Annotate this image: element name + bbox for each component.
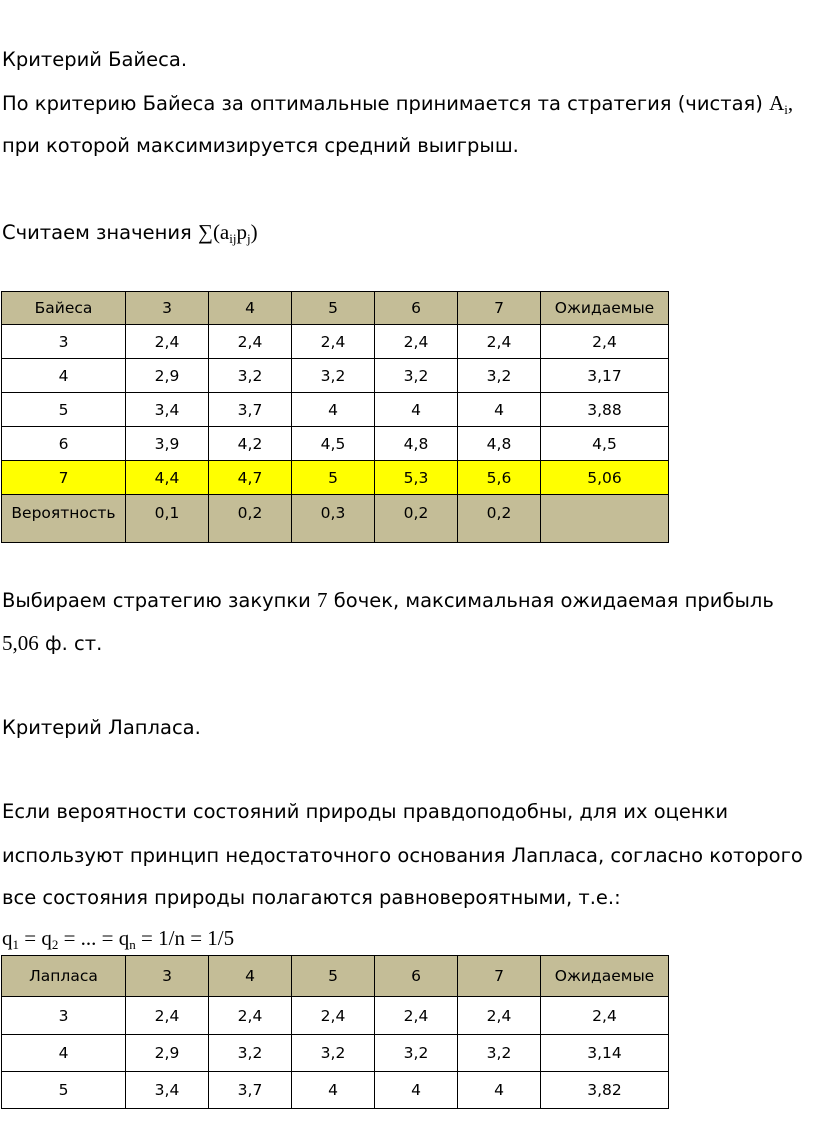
table-cell: 3,2 [292,359,375,393]
table-cell: 4 [458,393,541,427]
table-cell: 3,82 [541,1072,669,1109]
table-cell: 3 [2,325,126,359]
table-cell: 3,4 [126,1072,209,1109]
table-cell: 4,2 [209,427,292,461]
table-cell: 2,4 [126,325,209,359]
table-row [2,1072,669,1109]
table-cell: 0,1 [126,495,209,543]
table-row [2,325,669,359]
header-cell: Лапласа [2,956,126,997]
laplace-heading: Критерий Лапласа. [2,716,201,739]
table-cell: 3,88 [541,393,669,427]
laplace-description-line3: все состояния природы полагаются равновероятными, т.е.: [2,886,621,909]
header-cell: 7 [458,292,541,325]
table-cell: 4,7 [209,461,292,495]
laplace-formula: $q_1 = q_2$ = ... = $q_n = 1/n = 1/5$ [2,926,235,952]
header-cell: 4 [209,956,292,997]
table-row [2,359,669,393]
table-cell: 4 [375,393,458,427]
table-cell: 4 [292,1072,375,1109]
table-header-row [2,292,669,325]
table-cell: 3,2 [458,359,541,393]
table-cell: 3,2 [458,1035,541,1072]
table-cell: 5 [2,393,126,427]
table-cell: 4,5 [541,427,669,461]
table-cell: 2,4 [458,325,541,359]
table-cell: 0,2 [209,495,292,543]
table-cell: 0,3 [292,495,375,543]
table-row-highlighted [2,461,669,495]
bayes-heading: Критерий Байеса. [2,48,188,71]
table-cell: 3,2 [209,359,292,393]
table-cell: 3,2 [375,359,458,393]
header-cell: 7 [458,956,541,997]
table-cell: 2,9 [126,1035,209,1072]
table-cell: 2,4 [458,997,541,1035]
table-header-row [2,956,669,997]
choice-unit: ф. ст. [44,632,103,655]
header-cell: Байеса [2,292,126,325]
table-cell: 2,4 [292,325,375,359]
choice-text-a: Выбираем стратегию закупки [2,589,311,612]
table-cell: 3,2 [209,1035,292,1072]
table-cell: 4 [2,359,126,393]
laplace-description-line1: Если вероятности состояний природы правдоподобны, для их оценки [2,800,729,823]
table-cell: 4 [292,393,375,427]
header-cell: 3 [126,292,209,325]
table-row [2,1035,669,1072]
table-row [2,997,669,1035]
table-cell: 4,5 [292,427,375,461]
sum-formula: $\sum(a_{ij}p_j)$ [197,220,258,246]
bayes-description-line1 [2,91,794,117]
header-cell: Ожидаемые [541,956,669,997]
header-cell: 4 [209,292,292,325]
table-cell: 2,4 [209,325,292,359]
table-cell: 5,06 [541,461,669,495]
table-cell [541,495,669,543]
table-cell: 4,4 [126,461,209,495]
table-cell: 4,8 [375,427,458,461]
bayes-calc-text: Считаем значения [2,221,192,244]
table-cell: 3,17 [541,359,669,393]
table-cell: 5,6 [458,461,541,495]
strategy-symbol: $A_i$, [769,91,794,117]
bayes-choice-line1 [2,590,774,611]
bayes-description-line2: при которой максимизируется средний выигрыш. [2,134,519,157]
header-cell: 6 [375,292,458,325]
choice-number: 7 [317,588,328,612]
table-cell: 3 [2,997,126,1035]
table-cell: 3,7 [209,1072,292,1109]
table-cell: 2,4 [292,997,375,1035]
table-cell: Вероятность [2,495,126,543]
bayes-choice-line2 [2,633,102,654]
bayes-calc-line [2,220,258,246]
table-cell: 2,4 [375,997,458,1035]
table-row [2,393,669,427]
table-cell: 7 [2,461,126,495]
table-cell: 4 [375,1072,458,1109]
table-cell: 4 [458,1072,541,1109]
table-cell: 2,4 [126,997,209,1035]
table-cell: 2,4 [209,997,292,1035]
table-cell: 2,4 [541,325,669,359]
table-cell: 3,9 [126,427,209,461]
table-cell: 3,14 [541,1035,669,1072]
table-row [2,427,669,461]
bayes-description-text: По критерию Байеса за оптимальные принимается та стратегия (чистая) [2,92,763,115]
header-cell: 3 [126,956,209,997]
table-cell: 3,7 [209,393,292,427]
laplace-table [1,955,669,1109]
table-cell: 2,4 [541,997,669,1035]
table-cell: 0,2 [375,495,458,543]
table-cell: 3,2 [375,1035,458,1072]
table-cell: 5 [292,461,375,495]
table-cell: 2,4 [375,325,458,359]
laplace-description-line2: используют принцип недостаточного основания Лапласа, согласно которого [2,844,803,867]
header-cell: 5 [292,956,375,997]
choice-text-b: бочек, максимальная ожидаемая прибыль [333,589,774,612]
table-cell: 5,3 [375,461,458,495]
table-cell: 6 [2,427,126,461]
probability-row [2,495,669,543]
table-cell: 4 [2,1035,126,1072]
table-cell: 2,9 [126,359,209,393]
header-cell: 6 [375,956,458,997]
header-cell: 5 [292,292,375,325]
table-cell: 5 [2,1072,126,1109]
table-cell: 3,2 [292,1035,375,1072]
choice-value: 5,06 [2,631,39,655]
bayes-table [1,291,669,543]
header-cell: Ожидаемые [541,292,669,325]
table-cell: 4,8 [458,427,541,461]
table-cell: 3,4 [126,393,209,427]
table-cell: 0,2 [458,495,541,543]
